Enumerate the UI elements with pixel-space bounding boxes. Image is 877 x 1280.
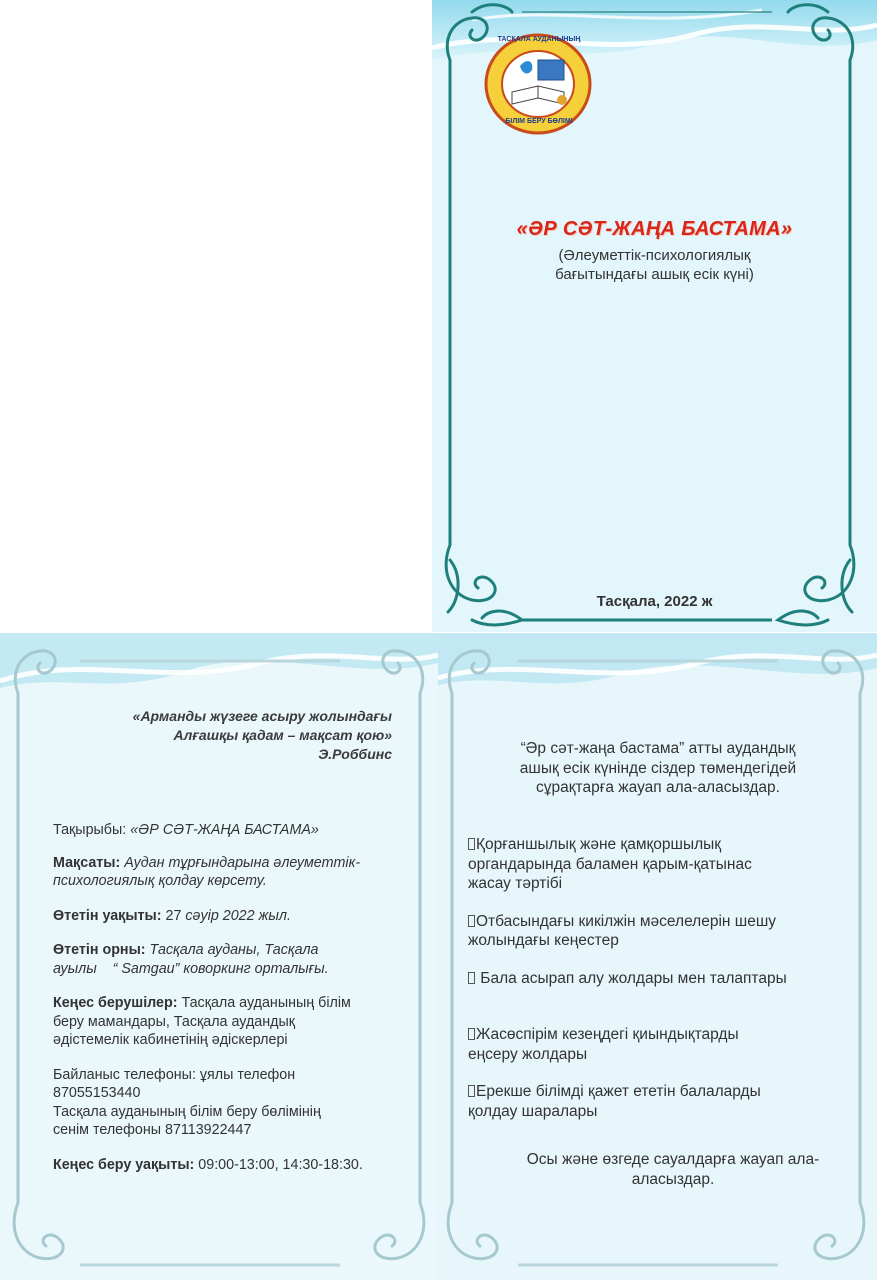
topic-row (53, 821, 413, 840)
missing-glyph-icon (468, 1085, 475, 1097)
hours-label: Кеңес беру уақыты: (53, 1156, 195, 1173)
advisers-value3: әдістемелік кабинетінің әдіскерлері (53, 1032, 288, 1048)
right-page-panel (438, 633, 877, 1280)
q2-line2: жолындағы кеңестер (468, 932, 619, 949)
question-item (468, 969, 858, 989)
venue-label: Өтетін орны: (53, 942, 146, 958)
epigraph-line1: «Арманды жүзеге асыру жолындағы (132, 708, 392, 724)
advisers-value2: беру мамандары, Тасқала аудандық (53, 1013, 295, 1030)
missing-glyph-icon (468, 1028, 475, 1040)
contact-phone-trust: сенім телефоны 87113922447 (53, 1122, 252, 1138)
advisers-block (53, 994, 413, 1050)
missing-glyph-icon (468, 915, 475, 927)
outro-line2: аласыздар. (631, 1170, 715, 1188)
topic-value: «ӘР СӘТ-ЖАҢА БАСТАМА» (130, 822, 319, 838)
intro-line2: ашық есік күнінде сіздер төмендегідей (519, 759, 797, 777)
epigraph-line2: Алғашқы қадам – мақсат қою» (173, 727, 392, 743)
q2-line1: Отбасындағы кикілжін мәселелерін шешу (476, 912, 777, 930)
time-value-num: 27 (165, 907, 182, 924)
venue-block (53, 941, 413, 978)
logo-text-bottom: БІЛІМ БЕРУ БӨЛІМІ (505, 118, 573, 125)
venue-value1: Тасқала ауданы, Тасқала (149, 942, 319, 958)
goal-value1: Аудан тұрғындарына әлеуметтік- (124, 854, 361, 871)
epigraph-author: Э.Роббинс (318, 746, 392, 762)
contact-line3: Тасқала ауданының білім беру бөлімінің (53, 1103, 321, 1120)
contact-line1: Байланыс телефоны: ұялы телефон (53, 1066, 296, 1083)
q4-line1: Жасөспірім кезеңдегі қиындықтарды (476, 1026, 739, 1043)
missing-glyph-icon (468, 838, 475, 850)
cover-panel (432, 0, 877, 632)
contact-block (53, 1066, 413, 1140)
missing-glyph-icon (468, 972, 475, 984)
left-page-panel (0, 633, 438, 1280)
intro-line1: “Әр сәт-жаңа бастама” атты аудандық (520, 740, 796, 757)
hours-row (53, 1156, 413, 1175)
question-item (468, 835, 858, 894)
cover-place-year: Тасқала, 2022 ж (596, 593, 713, 610)
outro-block (488, 1150, 858, 1189)
hours-value: 09:00-13:00, 14:30-18:30. (198, 1156, 363, 1173)
time-row (53, 907, 413, 926)
cover-subtitle-line2: бағытындағы ашық есік күні) (555, 266, 754, 283)
goal-value2: психологиялық қолдау көрсету. (53, 873, 267, 889)
q5-line2: қолдау шаралары (468, 1102, 598, 1120)
cover-title: «ӘР СӘТ-ЖАҢА БАСТАМА» (516, 218, 793, 240)
q3-line1: Бала асырап алу жолдары мен талаптары (476, 969, 787, 987)
intro-block (468, 739, 848, 798)
goal-block (53, 854, 413, 891)
question-item (468, 1025, 858, 1064)
outro-line1: Осы және өзгеде сауалдарға жауап ала- (526, 1151, 820, 1168)
venue-value2: ауылы “ Samgau” коворкинг орталығы. (53, 960, 329, 977)
contact-phone-mobile: 87055153440 (53, 1085, 141, 1101)
intro-line3: сұрақтарға жауап ала-аласыздар. (536, 779, 780, 796)
cover-subtitle-line1: (Әлеуметтік-психологиялық (558, 247, 751, 264)
q1-line3: жасау тәртібі (468, 875, 563, 892)
logo-text-top: ТАСҚАЛА АУДАНЫНЫҢ (497, 36, 581, 43)
q5-line1: Ерекше білімді қажет ететін балаларды (476, 1083, 761, 1100)
questions-list (468, 835, 858, 1121)
question-item (468, 912, 858, 951)
q1-line2: органдарында баламен қарым-қатынас (468, 855, 752, 873)
q1-line1: Қорғаншылық және қамқоршылық (476, 836, 722, 853)
topic-label: Тақырыбы: (53, 822, 127, 838)
question-item (468, 1082, 858, 1121)
time-value-rest: сәуір 2022 жыл. (185, 907, 291, 924)
time-label: Өтетін уақыты: (53, 907, 162, 924)
q4-line2: еңсеру жолдары (468, 1045, 588, 1063)
goal-label: Мақсаты: (53, 854, 121, 871)
advisers-value1: Тасқала ауданының білім (181, 995, 351, 1011)
advisers-label: Кеңес берушілер: (53, 995, 178, 1011)
